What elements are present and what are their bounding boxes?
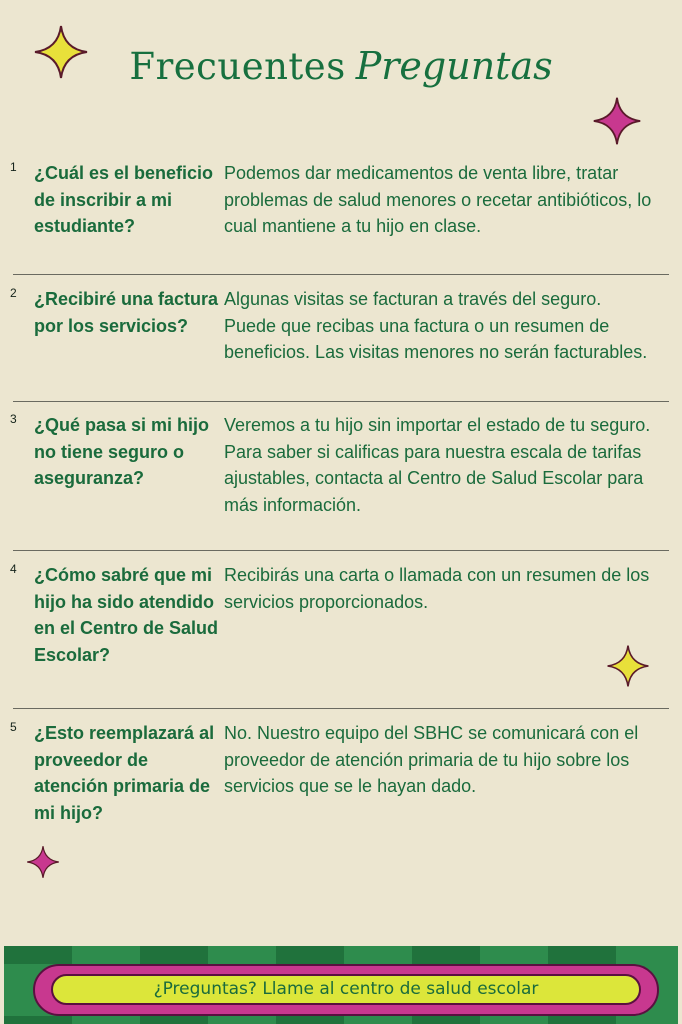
faq-number: 1 [10,160,17,174]
faq-answer: Recibirás una carta o llamada con un resumen de los servicios proporcionados. [224,565,650,612]
faq-question: ¿Recibiré una factura por los servicios? [34,289,219,336]
footer [4,946,678,1024]
faq-answer: Podemos dar medicamentos de venta libre, tratar problemas de salud menores o recetar antibióticos, lo cual mantiene a tu hijo en clase. [224,163,652,236]
faq-question: ¿Cómo sabré que mi hijo ha sido atendido en el Centro de Salud Escolar? [34,565,219,665]
divider [13,708,669,709]
divider [13,550,669,551]
title-main: Frecuentes [129,45,346,88]
faq-number: 2 [10,286,17,300]
footer-banner [33,964,659,1016]
sparkle-star-magenta-icon [26,845,60,879]
divider [13,274,669,275]
faq-answer: Algunas visitas se facturan a través del seguro. Puede que recibas una factura o un resumen de beneficios. Las visitas menores no serán facturables. [224,289,648,362]
footer-banner-text: ¿Preguntas? Llame al centro de salud escolar [51,974,641,1005]
sparkle-star-magenta-icon [592,96,642,146]
sparkle-star-yellow-icon [606,644,650,688]
faq-answer: Veremos a tu hijo sin importar el estado de tu seguro. Para saber si calificas para nuestra escala de tarifas ajustables, contacta al Centro de Salud Escolar para más información. [224,415,651,515]
faq-number: 3 [10,412,17,426]
faq-question: ¿Cuál es el beneficio de inscribir a mi estudiante? [34,163,214,236]
faq-question: ¿Esto reemplazará al proveedor de atención primaria de mi hijo? [34,723,215,823]
title-script: Preguntas [355,44,553,88]
faq-answer: No. Nuestro equipo del SBHC se comunicará con el proveedor de atención primaria de tu hijo sobre los servicios que se le hayan dado. [224,723,639,796]
faq-question: ¿Qué pasa si mi hijo no tiene seguro o aseguranza? [34,415,210,488]
faq-number: 4 [10,562,17,576]
faq-number: 5 [10,720,17,734]
divider [13,401,669,402]
page-title [0,44,682,88]
